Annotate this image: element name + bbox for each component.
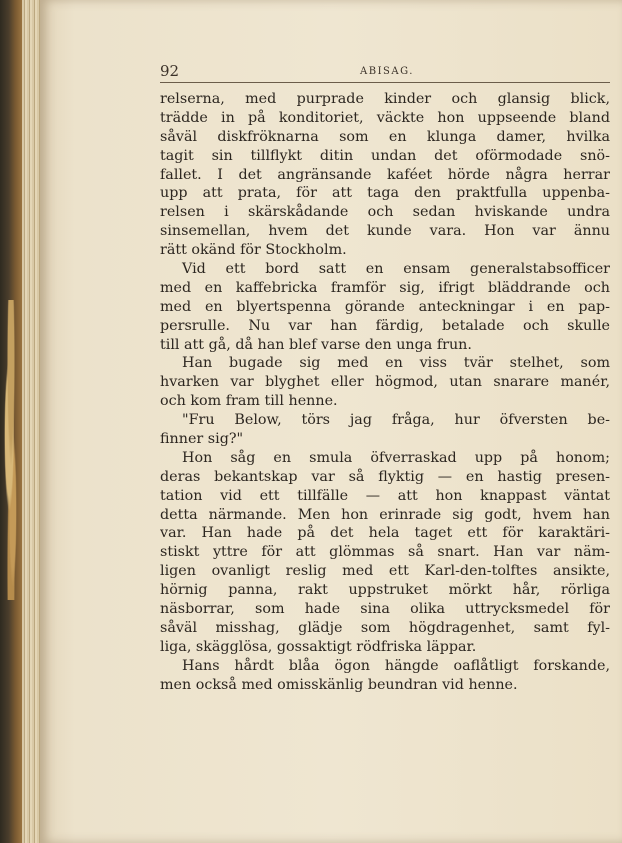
text-line: Hans hårdt blåa ögon hängde oaflåtligt forskande, <box>182 657 610 674</box>
text-line: rätt okänd för Stockholm. <box>160 242 347 259</box>
text-line: var. Han hade på det hela taget ett för karaktäri- <box>160 525 610 542</box>
text-line: och kom fram till henne. <box>160 393 338 410</box>
text-line: ligen ovanligt reslig med ett Karl-den-tolftes ansikte, <box>160 563 610 580</box>
book-page <box>40 0 622 843</box>
text-line: hörnig panna, rakt uppstruket mörkt hår, rörliga <box>160 582 610 599</box>
running-head: ABISAG. <box>360 66 414 77</box>
text-line: stiskt yttre för att glömmas så snart. Han var näm- <box>160 544 610 561</box>
text-line: men också med omisskänlig beundran vid henne. <box>160 676 518 693</box>
text-line: finner sig?" <box>160 431 244 448</box>
text-line: "Fru Below, törs jag fråga, hur öfversten be- <box>182 412 610 429</box>
text-line: tation vid ett tillfälle — att hon knappast väntat <box>160 487 610 504</box>
text-line: hvarken var blyghet eller högmod, utan snarare manér, <box>160 374 610 391</box>
text-line: till att gå, då han blef varse den unga frun. <box>160 336 472 353</box>
text-line: såväl misshag, glädje som högdragenhet, samt fyl- <box>160 619 610 636</box>
text-line: med en kaffebricka framför sig, ifrigt bläddrande och <box>160 279 610 296</box>
text-line: Hon såg en smula öfverraskad upp på honom; <box>182 449 610 466</box>
book-binding <box>0 0 22 843</box>
text-line: detta närmande. Men hon erinrade sig godt, hvem han <box>160 506 610 523</box>
text-line: persrulle. Nu var han färdig, betalade och skulle <box>160 317 610 334</box>
text-line: sinsemellan, hvem det kunde vara. Hon var ännu <box>160 223 610 240</box>
text-line: deras bekantskap var så flyktig — en hastig presen- <box>160 468 610 485</box>
text-line: såväl diskfröknarna som en klunga damer, hvilka <box>160 128 610 145</box>
text-line: relsen i skärskådande och sedan hviskande undra <box>160 204 610 221</box>
text-line: upp att prata, för att taga den praktfulla uppenba- <box>160 185 610 202</box>
text-line: trädde in på konditoriet, väckte hon uppseende bland <box>160 109 610 126</box>
text-line: liga, skägglösa, gossaktigt rödfriska läppar. <box>160 638 477 655</box>
page-number: 92 <box>160 62 180 80</box>
text-line: Vid ett bord satt en ensam generalstabsofficer <box>182 261 610 278</box>
text-line: tagit sin tillflykt ditin undan det oförmodade snö- <box>160 147 610 164</box>
page-edge-stack <box>22 0 40 843</box>
page-header <box>160 62 610 83</box>
text-line: Han bugade sig med en viss tvär stelhet, som <box>182 355 610 372</box>
text-line: med en blyertspenna görande anteckningar i en pap- <box>160 298 610 315</box>
body-text <box>160 90 610 695</box>
text-line: fallet. I det angränsande kaféet hörde några herrar <box>160 166 610 183</box>
text-line: näsborrar, som hade sina olika uttrycksmedel för <box>160 601 610 618</box>
text-line: relserna, med purprade kinder och glansig blick, <box>160 91 610 107</box>
binding-wear-marks <box>2 300 20 600</box>
